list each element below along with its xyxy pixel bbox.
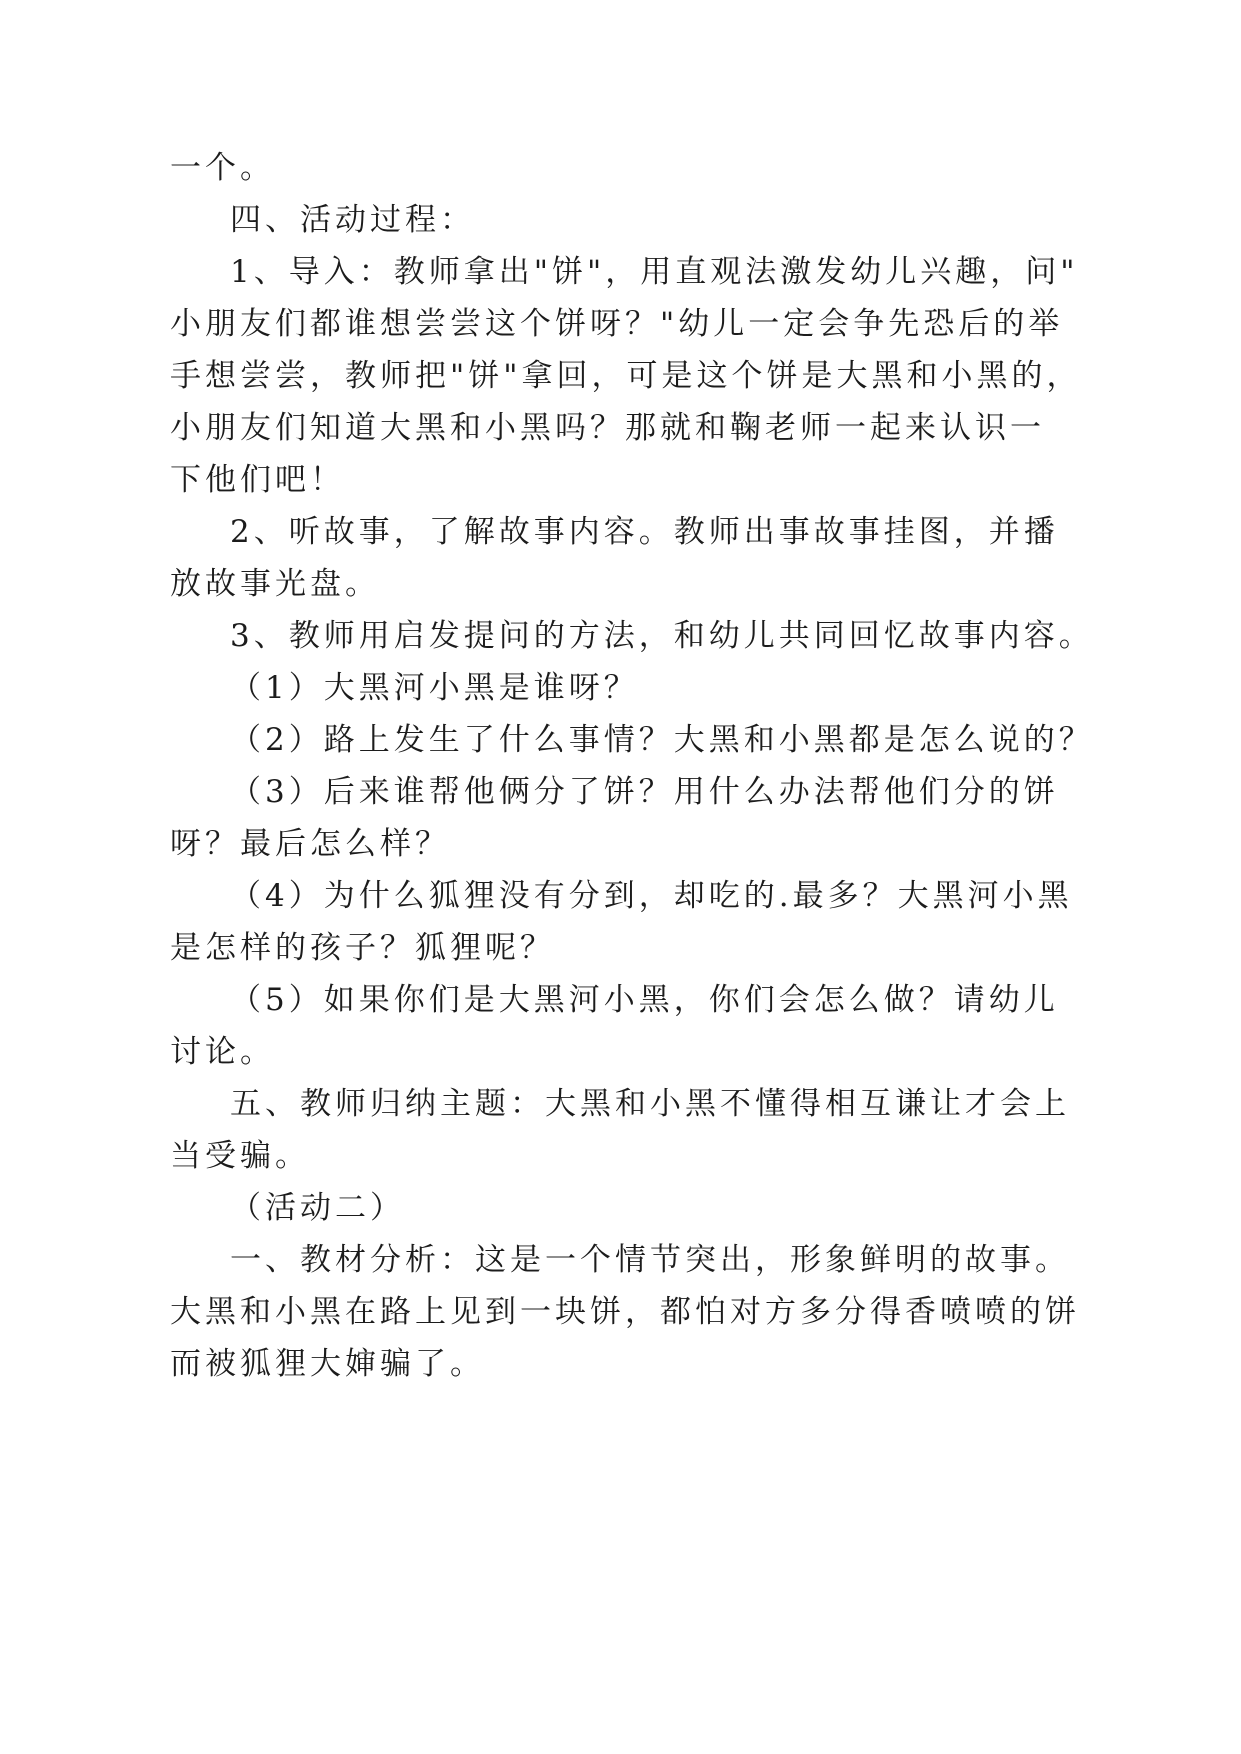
section-heading: 四、活动过程： — [230, 202, 475, 238]
text-line: 当受骗。 — [170, 1138, 310, 1174]
question-item: （3）后来谁帮他俩分了饼？用什么办法帮他们分的饼 — [230, 774, 1059, 810]
text-line: 下他们吧！ — [170, 462, 345, 498]
question-item: （2）路上发生了什么事情？大黑和小黑都是怎么说的？ — [230, 722, 1094, 758]
text-line: 一个。 — [170, 150, 275, 186]
text-line: 放故事光盘。 — [170, 566, 380, 602]
section-heading: 一、教材分析：这是一个情节突出，形象鲜明的故事。 — [230, 1242, 1070, 1278]
section-heading: 五、教师归纳主题：大黑和小黑不懂得相互谦让才会上 — [230, 1086, 1070, 1122]
text-line: 3、教师用启发提问的方法，和幼儿共同回忆故事内容。 — [230, 618, 1094, 654]
text-line: 手想尝尝，教师把"饼"拿回，可是这个饼是大黑和小黑的， — [170, 358, 1082, 394]
text-line: 讨论。 — [170, 1034, 275, 1070]
question-item: （4）为什么狐狸没有分到，却吃的.最多？大黑河小黑 — [230, 878, 1073, 914]
text-line: 大黑和小黑在路上见到一块饼，都怕对方多分得香喷喷的饼 — [170, 1294, 1080, 1330]
text-line: 是怎样的孩子？狐狸呢？ — [170, 930, 555, 966]
text-line: 呀？最后怎么样？ — [170, 826, 450, 862]
question-item: （1）大黑河小黑是谁呀？ — [230, 670, 639, 706]
text-line: 小朋友们知道大黑和小黑吗？那就和鞠老师一起来认识一 — [170, 410, 1045, 446]
text-line: 2、听故事，了解故事内容。教师出事故事挂图，并播 — [230, 514, 1059, 550]
text-line: 1、导入：教师拿出"饼"，用直观法激发幼儿兴趣，问" — [230, 254, 1079, 290]
question-item: （5）如果你们是大黑河小黑，你们会怎么做？请幼儿 — [230, 982, 1059, 1018]
text-line: 而被狐狸大婶骗了。 — [170, 1346, 485, 1382]
text-line: 小朋友们都谁想尝尝这个饼呀？"幼儿一定会争先恐后的举 — [170, 306, 1064, 342]
activity-heading: （活动二） — [230, 1190, 405, 1226]
